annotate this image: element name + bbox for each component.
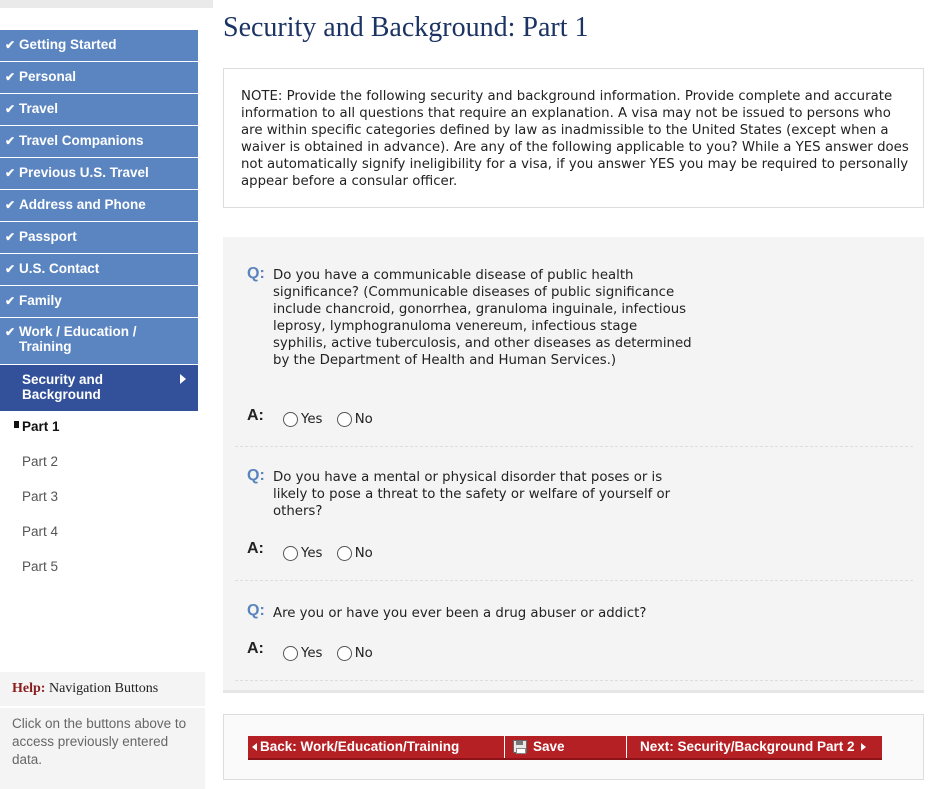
nav-item-label: Getting Started bbox=[19, 37, 117, 52]
sub-nav-item-part-1[interactable]: Part 1 bbox=[0, 411, 198, 446]
sub-nav-item-part-5[interactable]: Part 5 bbox=[22, 559, 59, 574]
answer-label: A: bbox=[247, 640, 264, 657]
radio-yes-1[interactable] bbox=[283, 412, 298, 427]
nav-item-security-and-background[interactable] bbox=[0, 365, 198, 411]
question-separator bbox=[235, 680, 913, 681]
back-button-label: Back: Work/Education/Training bbox=[260, 739, 460, 754]
question-text-1: Do you have a communicable disease of public health significance? (Communicable diseases of public significance include chancroid, gonorrhea, granuloma inguinale, infectious leprosy, lymphogranuloma venereum, infectious stage syphilis, active tuberculosis, and other diseases as determined by the Department of Health and Human Services.) bbox=[273, 268, 692, 368]
help-title bbox=[12, 681, 158, 697]
nav-item-label: Family bbox=[19, 293, 62, 308]
navigation-button-bar bbox=[223, 714, 924, 780]
nav-item-family[interactable] bbox=[0, 286, 198, 318]
nav-item-label: Work / Education / Training bbox=[19, 324, 137, 354]
nav-item-label: Address and Phone bbox=[19, 197, 146, 212]
arrow-right-icon bbox=[180, 374, 186, 384]
radio-option-yes[interactable] bbox=[283, 412, 322, 428]
radio-yes-label: Yes bbox=[301, 546, 323, 561]
nav-item-label: Passport bbox=[19, 229, 77, 244]
nav-item-label: Travel Companions bbox=[19, 133, 144, 148]
check-icon: ✔ bbox=[5, 38, 16, 52]
radio-no-2[interactable] bbox=[337, 546, 352, 561]
radio-no-3[interactable] bbox=[337, 646, 352, 661]
answer-label: A: bbox=[247, 407, 264, 424]
nav-item-work-education-training[interactable] bbox=[0, 318, 198, 365]
radio-no-1[interactable] bbox=[337, 412, 352, 427]
question-text-3: Are you or have you ever been a drug abuser or addict? bbox=[273, 606, 647, 621]
radio-yes-label: Yes bbox=[301, 646, 323, 661]
question-label: Q: bbox=[247, 467, 265, 484]
question-label: Q: bbox=[247, 602, 265, 619]
nav-item-personal[interactable] bbox=[0, 62, 198, 94]
nav-item-getting-started[interactable] bbox=[0, 30, 198, 62]
check-icon: ✔ bbox=[5, 230, 16, 244]
check-icon: ✔ bbox=[5, 166, 16, 180]
help-box bbox=[0, 672, 205, 789]
radio-option-yes[interactable] bbox=[283, 646, 322, 662]
nav-item-label: Personal bbox=[19, 69, 77, 84]
answer-radio-group-1 bbox=[283, 412, 383, 428]
sub-nav-item-part-3[interactable]: Part 3 bbox=[22, 489, 59, 504]
next-button[interactable] bbox=[626, 736, 882, 758]
help-prefix: Help: bbox=[12, 681, 46, 696]
nav-item-label: U.S. Contact bbox=[19, 261, 100, 276]
next-button-label: Next: Security/Background Part 2 bbox=[640, 739, 855, 754]
save-button-label: Save bbox=[533, 739, 565, 754]
radio-no-label: No bbox=[354, 546, 373, 561]
check-icon: ✔ bbox=[5, 262, 16, 276]
check-icon: ✔ bbox=[5, 325, 16, 339]
radio-no-label: No bbox=[354, 646, 373, 661]
radio-option-yes[interactable] bbox=[283, 546, 322, 562]
check-icon: ✔ bbox=[5, 294, 16, 308]
answer-label: A: bbox=[247, 540, 264, 557]
answer-radio-group-3 bbox=[283, 646, 383, 662]
arrow-left-icon bbox=[252, 743, 257, 751]
check-icon: ✔ bbox=[5, 70, 16, 84]
help-divider bbox=[0, 706, 205, 708]
nav-item-us-contact[interactable] bbox=[0, 254, 198, 286]
radio-yes-label: Yes bbox=[301, 412, 323, 427]
back-button[interactable] bbox=[248, 736, 504, 758]
question-text-2: Do you have a mental or physical disorder that poses or is likely to pose a threat to the safety or welfare of yourself or others? bbox=[273, 470, 671, 519]
nav-item-label: Travel bbox=[19, 101, 59, 116]
sub-nav-item-part-4[interactable]: Part 4 bbox=[22, 524, 59, 539]
radio-option-no[interactable] bbox=[337, 412, 373, 428]
radio-option-no[interactable] bbox=[337, 646, 373, 662]
radio-yes-2[interactable] bbox=[283, 546, 298, 561]
page-title: Security and Background: Part 1 bbox=[223, 12, 589, 43]
nav-item-passport[interactable] bbox=[0, 222, 198, 254]
arrow-right-icon bbox=[861, 743, 866, 751]
check-icon: ✔ bbox=[5, 134, 16, 148]
radio-option-no[interactable] bbox=[337, 546, 373, 562]
answer-radio-group-2 bbox=[283, 546, 383, 562]
help-title-text: Navigation Buttons bbox=[48, 681, 159, 696]
note-text: NOTE: Provide the following security and background information. Provide complete and accurate information to all questions that require an explanation. A visa may not be issued to persons who are within specific categories defined by law as inadmissible to the United States (except when a waiver is obtained in advance). Are any of the following applicable to you? While a YES answer does not automatically signify ineligibility for a visa, if you answer YES you may be required to personally appear before a consular officer. bbox=[241, 89, 909, 189]
sidebar bbox=[0, 0, 206, 789]
sub-nav-item-part-2[interactable]: Part 2 bbox=[22, 454, 59, 469]
check-icon: ✔ bbox=[5, 102, 16, 116]
nav-item-previous-us-travel[interactable] bbox=[0, 158, 198, 190]
nav-item-label: Previous U.S. Travel bbox=[19, 165, 149, 180]
sidebar-top-strip bbox=[0, 0, 213, 8]
nav-item-address-and-phone[interactable] bbox=[0, 190, 198, 222]
check-icon: ✔ bbox=[5, 198, 16, 212]
questions-panel bbox=[223, 237, 924, 693]
floppy-disk-icon bbox=[513, 740, 527, 753]
help-text: Click on the buttons above to access previously entered data. bbox=[12, 716, 187, 767]
question-label: Q: bbox=[247, 265, 265, 282]
note-box bbox=[223, 68, 924, 208]
save-button[interactable] bbox=[504, 736, 626, 758]
sub-nav-list bbox=[0, 411, 198, 586]
nav-item-label: Security and Background bbox=[22, 372, 104, 402]
question-separator bbox=[235, 446, 913, 447]
nav-item-travel-companions[interactable] bbox=[0, 126, 198, 158]
radio-yes-3[interactable] bbox=[283, 646, 298, 661]
question-separator bbox=[235, 580, 913, 581]
radio-no-label: No bbox=[354, 412, 373, 427]
nav-item-travel[interactable] bbox=[0, 94, 198, 126]
nav-list bbox=[0, 30, 198, 586]
